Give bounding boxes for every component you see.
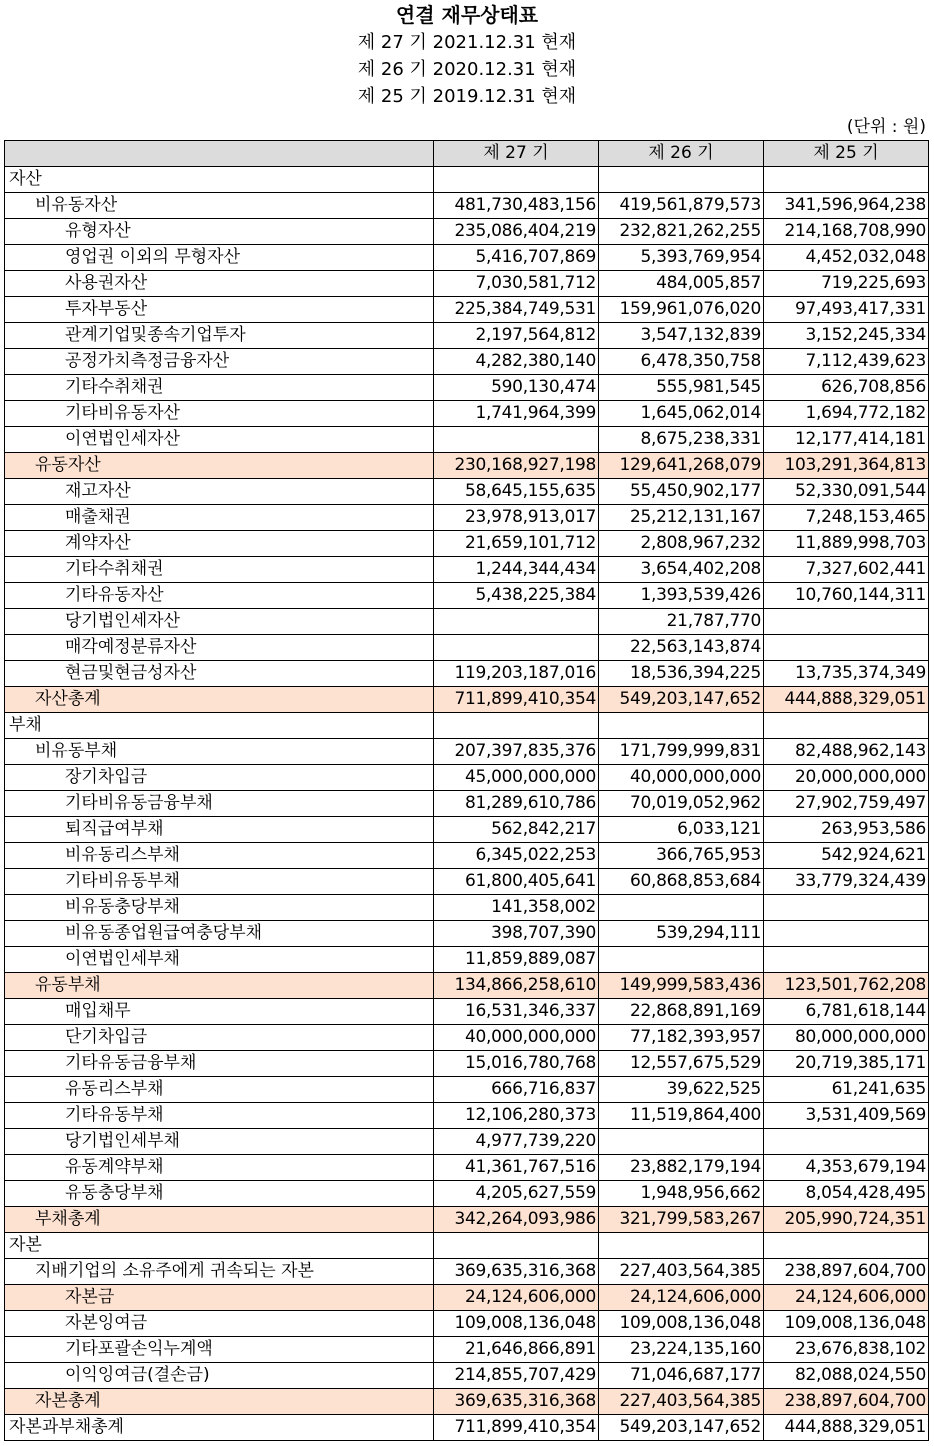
value-period-25: 3,152,245,334 <box>764 323 929 349</box>
table-row <box>5 843 929 869</box>
value-period-27: 21,659,101,712 <box>434 531 599 557</box>
account-label: 자본금 <box>5 1285 434 1311</box>
value-period-26: 25,212,131,167 <box>599 505 764 531</box>
value-period-26: 3,654,402,208 <box>599 557 764 583</box>
table-row <box>5 765 929 791</box>
table-row <box>5 1077 929 1103</box>
value-period-26: 24,124,606,000 <box>599 1285 764 1311</box>
value-period-25: 3,531,409,569 <box>764 1103 929 1129</box>
value-period-27: 5,416,707,869 <box>434 245 599 271</box>
value-period-27: 4,205,627,559 <box>434 1181 599 1207</box>
value-period-26: 549,203,147,652 <box>599 687 764 713</box>
header-period-27: 제 27 기 <box>434 141 599 167</box>
table-row <box>5 973 929 999</box>
value-period-25: 263,953,586 <box>764 817 929 843</box>
value-period-26: 149,999,583,436 <box>599 973 764 999</box>
account-label: 기타유동자산 <box>5 583 434 609</box>
value-period-25: 1,694,772,182 <box>764 401 929 427</box>
account-label: 유동리스부채 <box>5 1077 434 1103</box>
table-body <box>5 167 929 1441</box>
account-label: 퇴직급여부채 <box>5 817 434 843</box>
value-period-25: 626,708,856 <box>764 375 929 401</box>
balance-sheet-table <box>4 140 929 1441</box>
account-label: 이연법인세자산 <box>5 427 434 453</box>
table-row <box>5 1363 929 1389</box>
table-row <box>5 999 929 1025</box>
value-period-27: 369,635,316,368 <box>434 1389 599 1415</box>
value-period-27: 15,016,780,768 <box>434 1051 599 1077</box>
value-period-27: 230,168,927,198 <box>434 453 599 479</box>
value-period-27: 4,977,739,220 <box>434 1129 599 1155</box>
value-period-27: 4,282,380,140 <box>434 349 599 375</box>
table-row <box>5 1233 929 1259</box>
value-period-25 <box>764 1129 929 1155</box>
value-period-25: 123,501,762,208 <box>764 973 929 999</box>
account-label: 매각예정분류자산 <box>5 635 434 661</box>
value-period-25: 7,327,602,441 <box>764 557 929 583</box>
value-period-25: 7,112,439,623 <box>764 349 929 375</box>
account-label: 비유동자산 <box>5 193 434 219</box>
value-period-26: 21,787,770 <box>599 609 764 635</box>
value-period-26: 419,561,879,573 <box>599 193 764 219</box>
value-period-25 <box>764 947 929 973</box>
account-label: 지배기업의 소유주에게 귀속되는 자본 <box>5 1259 434 1285</box>
value-period-25: 82,488,962,143 <box>764 739 929 765</box>
value-period-26 <box>599 713 764 739</box>
account-label: 유동충당부채 <box>5 1181 434 1207</box>
table-row <box>5 713 929 739</box>
value-period-27: 481,730,483,156 <box>434 193 599 219</box>
table-row <box>5 401 929 427</box>
account-label: 매출채권 <box>5 505 434 531</box>
value-period-25: 4,452,032,048 <box>764 245 929 271</box>
value-period-26: 77,182,393,957 <box>599 1025 764 1051</box>
value-period-27: 2,197,564,812 <box>434 323 599 349</box>
table-row <box>5 895 929 921</box>
account-label: 유동계약부채 <box>5 1155 434 1181</box>
value-period-27: 711,899,410,354 <box>434 1415 599 1441</box>
account-label: 비유동종업원급여충당부채 <box>5 921 434 947</box>
account-label: 계약자산 <box>5 531 434 557</box>
value-period-26: 232,821,262,255 <box>599 219 764 245</box>
value-period-26: 227,403,564,385 <box>599 1389 764 1415</box>
value-period-26: 171,799,999,831 <box>599 739 764 765</box>
account-label: 유동자산 <box>5 453 434 479</box>
value-period-27: 21,646,866,891 <box>434 1337 599 1363</box>
value-period-26: 23,882,179,194 <box>599 1155 764 1181</box>
table-row <box>5 349 929 375</box>
header-period-26: 제 26 기 <box>599 141 764 167</box>
account-label: 유동부채 <box>5 973 434 999</box>
table-row <box>5 271 929 297</box>
value-period-26: 1,645,062,014 <box>599 401 764 427</box>
value-period-26: 484,005,857 <box>599 271 764 297</box>
value-period-27: 369,635,316,368 <box>434 1259 599 1285</box>
table-row <box>5 1025 929 1051</box>
account-label: 부채총계 <box>5 1207 434 1233</box>
account-label: 매입채무 <box>5 999 434 1025</box>
value-period-27: 342,264,093,986 <box>434 1207 599 1233</box>
value-period-27: 134,866,258,610 <box>434 973 599 999</box>
table-row <box>5 453 929 479</box>
account-label: 투자부동산 <box>5 297 434 323</box>
table-row <box>5 245 929 271</box>
account-label: 기타수취채권 <box>5 557 434 583</box>
account-label: 자산 <box>5 167 434 193</box>
value-period-26: 11,519,864,400 <box>599 1103 764 1129</box>
value-period-27: 23,978,913,017 <box>434 505 599 531</box>
table-row <box>5 1103 929 1129</box>
value-period-25: 214,168,708,990 <box>764 219 929 245</box>
period-line-27: 제 27 기 2021.12.31 현재 <box>357 32 577 53</box>
value-period-27: 119,203,187,016 <box>434 661 599 687</box>
value-period-26: 22,563,143,874 <box>599 635 764 661</box>
value-period-26: 5,393,769,954 <box>599 245 764 271</box>
value-period-26: 549,203,147,652 <box>599 1415 764 1441</box>
table-row <box>5 1181 929 1207</box>
value-period-26: 18,536,394,225 <box>599 661 764 687</box>
value-period-25 <box>764 713 929 739</box>
value-period-27: 1,244,344,434 <box>434 557 599 583</box>
value-period-27 <box>434 635 599 661</box>
table-row <box>5 1129 929 1155</box>
account-label: 당기법인세자산 <box>5 609 434 635</box>
value-period-26: 555,981,545 <box>599 375 764 401</box>
table-row <box>5 609 929 635</box>
account-label: 비유동부채 <box>5 739 434 765</box>
value-period-27: 40,000,000,000 <box>434 1025 599 1051</box>
value-period-26 <box>599 1233 764 1259</box>
value-period-25: 109,008,136,048 <box>764 1311 929 1337</box>
value-period-25 <box>764 635 929 661</box>
value-period-25: 12,177,414,181 <box>764 427 929 453</box>
account-label: 자본 <box>5 1233 434 1259</box>
unit-label: (단위 : 원) <box>846 117 926 137</box>
value-period-26 <box>599 1129 764 1155</box>
value-period-25: 61,241,635 <box>764 1077 929 1103</box>
table-row <box>5 1285 929 1311</box>
value-period-26: 71,046,687,177 <box>599 1363 764 1389</box>
value-period-26: 321,799,583,267 <box>599 1207 764 1233</box>
value-period-27: 225,384,749,531 <box>434 297 599 323</box>
account-label: 당기법인세부채 <box>5 1129 434 1155</box>
account-label: 기타수취채권 <box>5 375 434 401</box>
value-period-26: 6,033,121 <box>599 817 764 843</box>
table-row <box>5 583 929 609</box>
table-row <box>5 1337 929 1363</box>
account-label: 이연법인세부채 <box>5 947 434 973</box>
table-row <box>5 1415 929 1441</box>
value-period-27: 81,289,610,786 <box>434 791 599 817</box>
value-period-25: 8,054,428,495 <box>764 1181 929 1207</box>
account-label: 공정가치측정금융자산 <box>5 349 434 375</box>
account-label: 관계기업및종속기업투자 <box>5 323 434 349</box>
table-row <box>5 1051 929 1077</box>
account-label: 기타포괄손익누계액 <box>5 1337 434 1363</box>
value-period-27 <box>434 167 599 193</box>
account-label: 자산총계 <box>5 687 434 713</box>
value-period-25: 719,225,693 <box>764 271 929 297</box>
value-period-25: 10,760,144,311 <box>764 583 929 609</box>
table-row <box>5 297 929 323</box>
value-period-25 <box>764 167 929 193</box>
table-row <box>5 661 929 687</box>
table-row <box>5 167 929 193</box>
table-row <box>5 1311 929 1337</box>
account-label: 사용권자산 <box>5 271 434 297</box>
value-period-26: 60,868,853,684 <box>599 869 764 895</box>
value-period-25: 4,353,679,194 <box>764 1155 929 1181</box>
value-period-27 <box>434 713 599 739</box>
value-period-26: 1,948,956,662 <box>599 1181 764 1207</box>
account-label: 기타비유동자산 <box>5 401 434 427</box>
value-period-27: 1,741,964,399 <box>434 401 599 427</box>
value-period-27: 16,531,346,337 <box>434 999 599 1025</box>
account-label: 이익잉여금(결손금) <box>5 1363 434 1389</box>
table-row <box>5 557 929 583</box>
account-label: 부채 <box>5 713 434 739</box>
value-period-26 <box>599 895 764 921</box>
value-period-27 <box>434 609 599 635</box>
value-period-26: 6,478,350,758 <box>599 349 764 375</box>
value-period-26: 366,765,953 <box>599 843 764 869</box>
value-period-27: 590,130,474 <box>434 375 599 401</box>
value-period-27 <box>434 1233 599 1259</box>
value-period-27: 7,030,581,712 <box>434 271 599 297</box>
value-period-27: 61,800,405,641 <box>434 869 599 895</box>
value-period-25 <box>764 921 929 947</box>
value-period-27: 12,106,280,373 <box>434 1103 599 1129</box>
value-period-25 <box>764 895 929 921</box>
table-row <box>5 1259 929 1285</box>
account-label: 비유동충당부채 <box>5 895 434 921</box>
table-row <box>5 791 929 817</box>
value-period-25: 6,781,618,144 <box>764 999 929 1025</box>
account-label: 자본과부채총계 <box>5 1415 434 1441</box>
value-period-26: 8,675,238,331 <box>599 427 764 453</box>
value-period-27: 45,000,000,000 <box>434 765 599 791</box>
table-row <box>5 687 929 713</box>
value-period-27: 6,345,022,253 <box>434 843 599 869</box>
value-period-26: 23,224,135,160 <box>599 1337 764 1363</box>
account-label: 기타비유동금융부채 <box>5 791 434 817</box>
value-period-26: 39,622,525 <box>599 1077 764 1103</box>
account-label: 영업권 이외의 무형자산 <box>5 245 434 271</box>
value-period-27: 41,361,767,516 <box>434 1155 599 1181</box>
value-period-27: 11,859,889,087 <box>434 947 599 973</box>
value-period-25: 33,779,324,439 <box>764 869 929 895</box>
value-period-25: 97,493,417,331 <box>764 297 929 323</box>
value-period-27: 214,855,707,429 <box>434 1363 599 1389</box>
table-row <box>5 1389 929 1415</box>
value-period-27: 711,899,410,354 <box>434 687 599 713</box>
table-row <box>5 947 929 973</box>
value-period-25: 82,088,024,550 <box>764 1363 929 1389</box>
table-row <box>5 427 929 453</box>
value-period-26 <box>599 167 764 193</box>
value-period-25: 341,596,964,238 <box>764 193 929 219</box>
account-label: 자본총계 <box>5 1389 434 1415</box>
account-label: 재고자산 <box>5 479 434 505</box>
value-period-26: 159,961,076,020 <box>599 297 764 323</box>
account-label: 현금및현금성자산 <box>5 661 434 687</box>
value-period-25: 23,676,838,102 <box>764 1337 929 1363</box>
value-period-25: 444,888,329,051 <box>764 1415 929 1441</box>
table-row <box>5 817 929 843</box>
value-period-26: 2,808,967,232 <box>599 531 764 557</box>
table-row <box>5 1155 929 1181</box>
value-period-25: 24,124,606,000 <box>764 1285 929 1311</box>
value-period-26: 227,403,564,385 <box>599 1259 764 1285</box>
value-period-26: 55,450,902,177 <box>599 479 764 505</box>
value-period-27: 207,397,835,376 <box>434 739 599 765</box>
value-period-26 <box>599 947 764 973</box>
account-label: 기타유동금융부채 <box>5 1051 434 1077</box>
period-line-25: 제 25 기 2019.12.31 현재 <box>357 86 577 107</box>
value-period-25: 27,902,759,497 <box>764 791 929 817</box>
value-period-27: 109,008,136,048 <box>434 1311 599 1337</box>
value-period-25 <box>764 1233 929 1259</box>
value-period-25: 444,888,329,051 <box>764 687 929 713</box>
table-row <box>5 635 929 661</box>
value-period-26: 70,019,052,962 <box>599 791 764 817</box>
value-period-27: 58,645,155,635 <box>434 479 599 505</box>
value-period-26: 1,393,539,426 <box>599 583 764 609</box>
value-period-25: 20,719,385,171 <box>764 1051 929 1077</box>
table-row <box>5 193 929 219</box>
account-label: 단기차입금 <box>5 1025 434 1051</box>
value-period-27: 666,716,837 <box>434 1077 599 1103</box>
value-period-25: 7,248,153,465 <box>764 505 929 531</box>
value-period-25: 205,990,724,351 <box>764 1207 929 1233</box>
value-period-25: 13,735,374,349 <box>764 661 929 687</box>
value-period-25: 103,291,364,813 <box>764 453 929 479</box>
value-period-26: 129,641,268,079 <box>599 453 764 479</box>
value-period-27: 235,086,404,219 <box>434 219 599 245</box>
value-period-27 <box>434 427 599 453</box>
account-label: 비유동리스부채 <box>5 843 434 869</box>
header-account-cell <box>5 141 434 167</box>
value-period-26: 12,557,675,529 <box>599 1051 764 1077</box>
table-row <box>5 479 929 505</box>
header-period-25: 제 25 기 <box>764 141 929 167</box>
account-label: 자본잉여금 <box>5 1311 434 1337</box>
value-period-25: 52,330,091,544 <box>764 479 929 505</box>
value-period-27: 398,707,390 <box>434 921 599 947</box>
table-row <box>5 739 929 765</box>
table-row <box>5 323 929 349</box>
table-row <box>5 375 929 401</box>
value-period-26: 3,547,132,839 <box>599 323 764 349</box>
value-period-26: 109,008,136,048 <box>599 1311 764 1337</box>
table-header-row <box>5 141 929 167</box>
table-row <box>5 505 929 531</box>
value-period-26: 539,294,111 <box>599 921 764 947</box>
value-period-27: 141,358,002 <box>434 895 599 921</box>
account-label: 장기차입금 <box>5 765 434 791</box>
period-line-26: 제 26 기 2020.12.31 현재 <box>357 59 577 80</box>
table-row <box>5 869 929 895</box>
table-row <box>5 531 929 557</box>
account-label: 기타비유동부채 <box>5 869 434 895</box>
value-period-26: 22,868,891,169 <box>599 999 764 1025</box>
value-period-25: 238,897,604,700 <box>764 1259 929 1285</box>
report-title: 연결 재무상태표 <box>395 3 539 27</box>
value-period-27: 5,438,225,384 <box>434 583 599 609</box>
value-period-25: 20,000,000,000 <box>764 765 929 791</box>
value-period-25: 11,889,998,703 <box>764 531 929 557</box>
value-period-25: 80,000,000,000 <box>764 1025 929 1051</box>
value-period-25: 542,924,621 <box>764 843 929 869</box>
value-period-27: 562,842,217 <box>434 817 599 843</box>
table-row <box>5 921 929 947</box>
account-label: 유형자산 <box>5 219 434 245</box>
value-period-25 <box>764 609 929 635</box>
value-period-25: 238,897,604,700 <box>764 1389 929 1415</box>
value-period-27: 24,124,606,000 <box>434 1285 599 1311</box>
table-row <box>5 1207 929 1233</box>
account-label: 기타유동부채 <box>5 1103 434 1129</box>
value-period-26: 40,000,000,000 <box>599 765 764 791</box>
table-row <box>5 219 929 245</box>
